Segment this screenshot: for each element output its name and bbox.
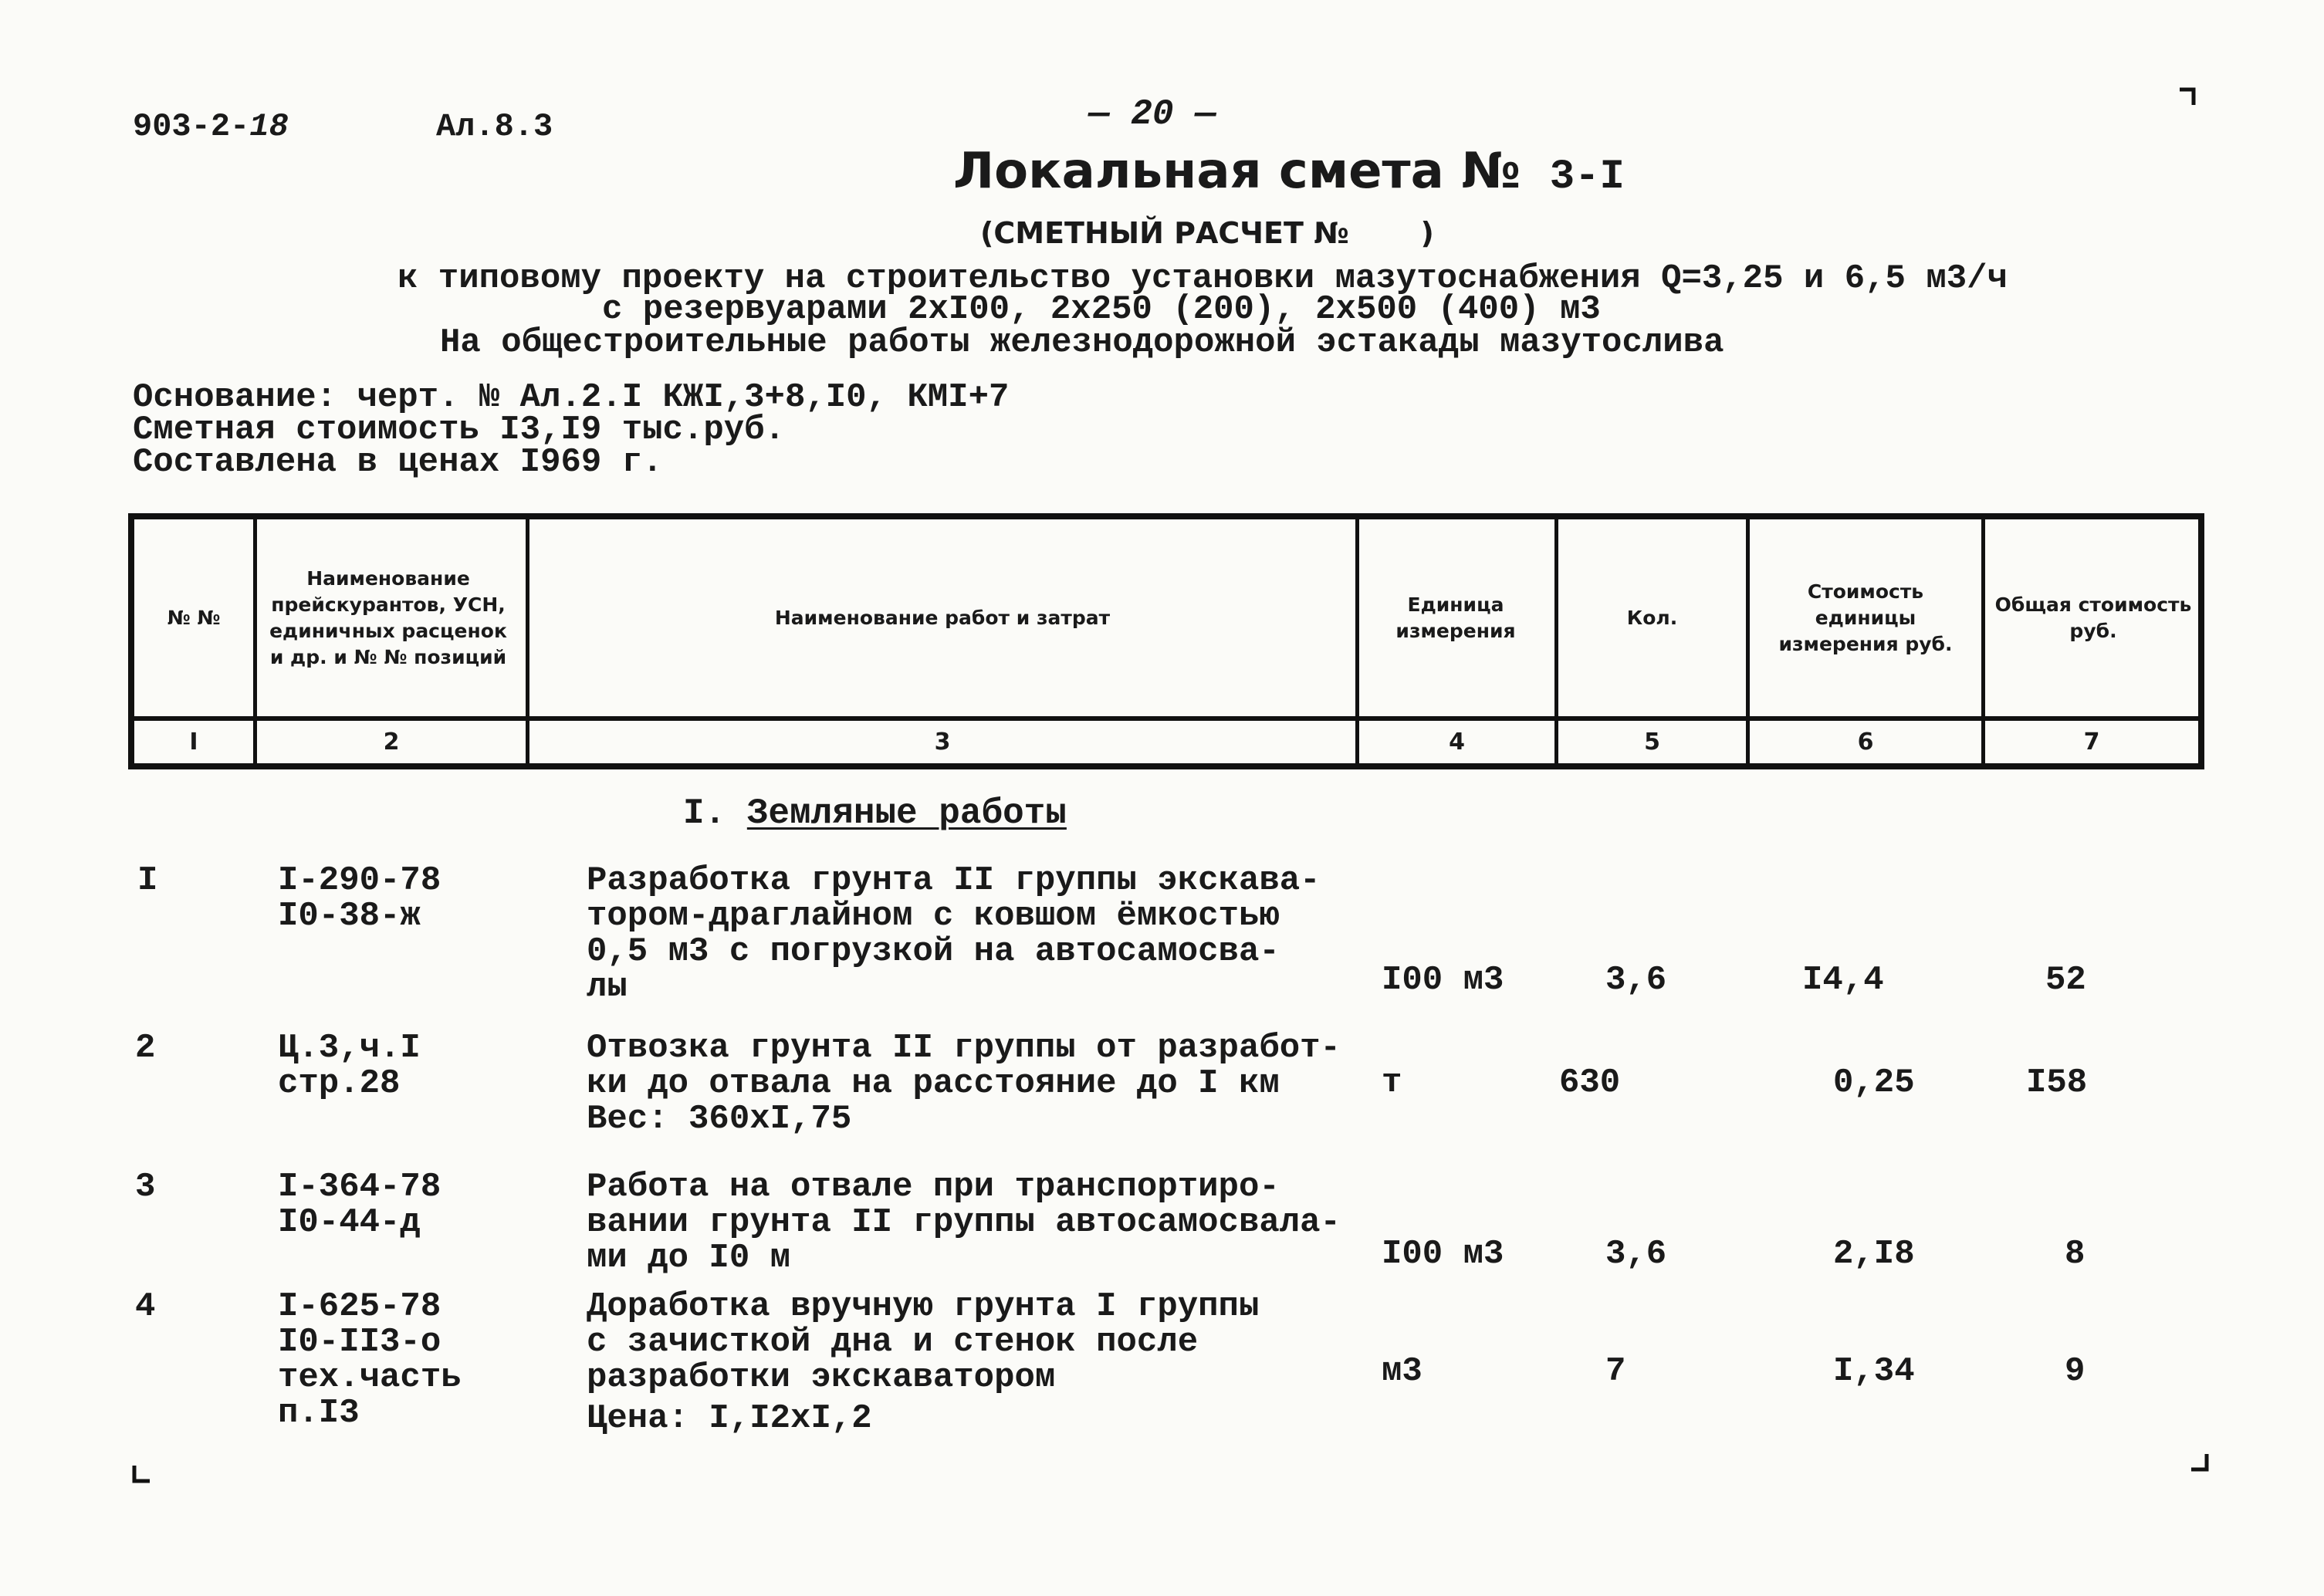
- row-description-line: Работа на отвале при транспортиро-: [587, 1168, 1280, 1206]
- row-unit-cost: 2,I8: [1833, 1235, 1915, 1273]
- row-code: [278, 1030, 421, 1101]
- row-code-line: п.I3: [278, 1394, 360, 1432]
- row-total: 9: [2065, 1352, 2086, 1391]
- row-code-line: Ц.3,ч.I: [278, 1029, 421, 1067]
- row-description-line: ки до отвала на расстояние до I км: [587, 1064, 1280, 1103]
- row-code-line: I0-II3-о: [278, 1323, 441, 1361]
- page-number: — 20 —: [1088, 94, 1216, 134]
- project-line-2: с резервуарами 2хI00, 2х250 (200), 2х500 (400) м3: [602, 290, 1601, 329]
- document-code: [133, 108, 289, 145]
- row-description-line: ми до I0 м: [587, 1239, 791, 1277]
- document-code-suffix: 18: [249, 108, 289, 145]
- row-description-line: вании грунта II группы автосамосвала-: [587, 1203, 1341, 1242]
- album-code: Ал.8.3: [436, 108, 553, 145]
- row-number: 2: [135, 1029, 156, 1067]
- row-unit: т: [1382, 1063, 1402, 1102]
- row-description-line: Отвозка грунта II группы от разработ-: [587, 1029, 1341, 1067]
- row-unit: м3: [1382, 1352, 1422, 1391]
- project-line-1: к типовому проекту на строительство установки мазутоснабжения Q=3,25 и 6,5 м3/ч: [397, 259, 2008, 298]
- section-name: Земляные работы: [746, 793, 1067, 834]
- column-number: 5: [1644, 729, 1660, 756]
- row-description-line: Вес: 360хI,75: [587, 1100, 852, 1138]
- row-number: I: [137, 861, 158, 900]
- row-code-line: I-364-78: [278, 1168, 441, 1206]
- column-header-unit-cost: Стоимость единицы измерения руб.: [1778, 580, 1953, 655]
- prices-year-line: Составлена в ценах I969 г.: [133, 443, 663, 482]
- row-code-line: I0-44-д: [278, 1203, 421, 1242]
- row-code-line: тех.часть: [278, 1358, 462, 1397]
- row-unit: I00 м3: [1382, 1235, 1504, 1273]
- page-subtitle: (СМЕТНЫЙ РАСЧЕТ № ): [980, 216, 1434, 250]
- row-unit-cost: I4,4: [1802, 961, 1884, 999]
- row-code: [278, 1289, 462, 1431]
- column-number: 2: [383, 729, 400, 756]
- project-line-3: На общестроительные работы железнодорожной эстакады мазутослива: [440, 323, 1724, 362]
- row-description: [587, 863, 1321, 1005]
- row-description: [587, 1030, 1341, 1137]
- row-description-line: 0,5 м3 с погрузкой на автосамосва-: [587, 932, 1280, 971]
- column-header-pricelist: Наименование прейскурантов, УСН, единичных расценок и др. и № № позиций: [269, 566, 507, 668]
- row-number: 3: [135, 1168, 156, 1206]
- column-number: I: [189, 729, 198, 756]
- row-total: 52: [2045, 961, 2086, 999]
- column-header-quantity: Кол.: [1626, 606, 1678, 629]
- table-header: [128, 513, 2204, 769]
- column-number: 6: [1857, 729, 1874, 756]
- row-code: [278, 863, 441, 934]
- row-quantity: 3,6: [1605, 961, 1667, 999]
- row-description-line: разработки экскаватором: [587, 1358, 1056, 1397]
- basis-line: Основание: черт. № Ал.2.I КЖI,3+8,I0, КМI+7: [133, 378, 1010, 417]
- column-number: 4: [1449, 729, 1465, 756]
- page-title-text: Локальная смета №: [953, 143, 1521, 200]
- column-header-unit: Единица измерения: [1395, 593, 1516, 642]
- row-price-note: Цена: I,I2хI,2: [587, 1399, 872, 1438]
- row-code-line: стр.28: [278, 1064, 401, 1103]
- corner-mark-icon: [2177, 85, 2200, 108]
- row-code: [278, 1169, 441, 1240]
- corner-mark-icon: [2188, 1451, 2211, 1474]
- column-header-total-cost: Общая стоимость руб.: [1994, 593, 2192, 642]
- document-code-prefix: 903-2-: [133, 108, 250, 145]
- column-header-number: № №: [167, 606, 221, 629]
- row-quantity: 3,6: [1605, 1235, 1667, 1273]
- row-quantity: 7: [1605, 1352, 1626, 1391]
- row-description-line: с зачисткой дна и стенок после: [587, 1323, 1199, 1361]
- estimate-number: 3-I: [1549, 154, 1625, 201]
- row-description-line: Разработка грунта II группы экскава-: [587, 861, 1321, 900]
- section-number: I.: [683, 793, 726, 834]
- row-number: 4: [135, 1287, 156, 1326]
- row-unit-cost: 0,25: [1833, 1063, 1915, 1102]
- row-description-line: тором-драглайном с ковшом ёмкостью: [587, 897, 1280, 935]
- page-title: [953, 143, 1625, 201]
- row-description-line: лы: [587, 968, 628, 1006]
- column-number: 7: [2083, 729, 2100, 756]
- row-code-line: I-625-78: [278, 1287, 441, 1326]
- row-unit-cost: I,34: [1833, 1352, 1915, 1391]
- corner-mark-icon: [130, 1462, 153, 1486]
- row-code-line: I0-38-ж: [278, 897, 421, 935]
- row-unit: I00 м3: [1382, 961, 1504, 999]
- row-code-line: I-290-78: [278, 861, 441, 900]
- row-description: [587, 1289, 1259, 1395]
- column-header-work-name: Наименование работ и затрат: [774, 606, 1111, 629]
- section-title: [683, 793, 1067, 834]
- row-total: 8: [2065, 1235, 2086, 1273]
- row-total: I58: [2026, 1063, 2088, 1102]
- column-number: 3: [934, 729, 951, 756]
- row-description-line: Доработка вручную грунта I группы: [587, 1287, 1260, 1326]
- row-quantity: 630: [1559, 1063, 1621, 1102]
- row-description: [587, 1169, 1341, 1276]
- estimated-cost-line: Сметная стоимость I3,I9 тыс.руб.: [133, 411, 785, 449]
